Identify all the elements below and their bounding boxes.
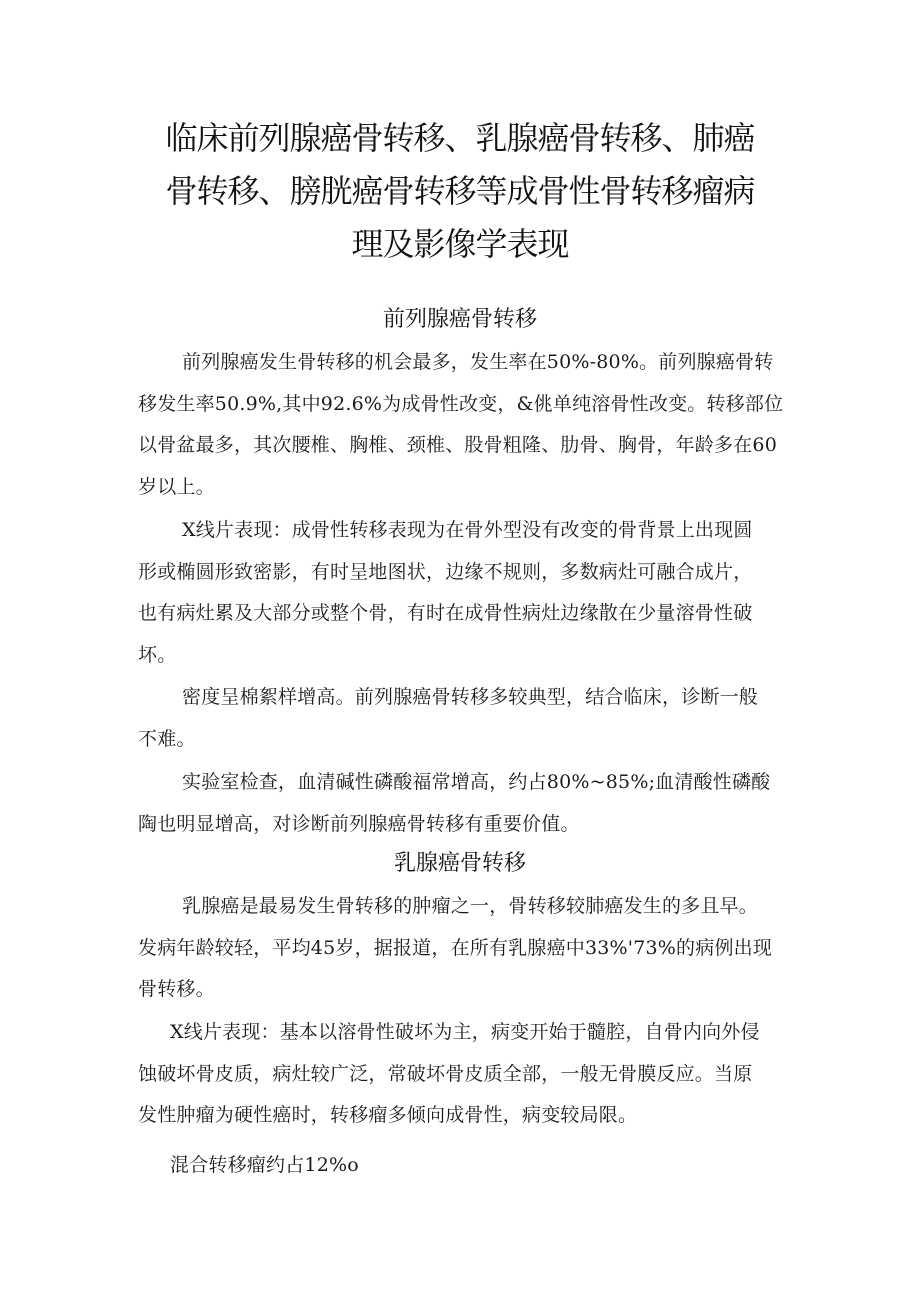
section-heading-prostate: 前列腺癌骨转移 [382, 307, 537, 332]
paragraph-line: 陶也明显增高，对诊断前列腺癌骨转移有重要价值。 [138, 812, 580, 835]
paragraph-breast-mixed [138, 1145, 784, 1187]
title-line: 临床前列腺癌骨转移、乳腺癌骨转移、肺癌 [165, 119, 755, 157]
paragraph-prostate-lab [138, 762, 784, 845]
paragraph-line: 骨转移。 [138, 978, 215, 1000]
paragraph-prostate-incidence [138, 342, 784, 508]
paragraph-prostate-xray [138, 510, 784, 676]
paragraph-line: 乳腺癌是最易发生骨转移的肿瘤之一，骨转移较肺癌发生的多且早。 [182, 895, 759, 917]
paragraph-prostate-density [138, 677, 784, 760]
paragraph-line: 实验室检查，血清碱性磷酸福常增高，约占80%~85%;血清酸性磷酸 [182, 771, 771, 793]
paragraph-line: 以骨盆最多，其次腰椎、胸椎、颈椎、股骨粗隆、肋骨、胸骨，年龄多在60 [138, 434, 777, 456]
paragraph-line: X线片表现：成骨性转移表现为在骨外型没有改变的骨背景上出现圆 [182, 519, 753, 541]
paragraph-line: 也有病灶累及大部分或整个骨，有时在成骨性病灶边缘散在少量溶骨性破 [138, 602, 753, 624]
paragraph-line: 坏。 [138, 643, 177, 666]
paragraph-breast-incidence [138, 886, 784, 1011]
title-line: 理及影像学表现 [351, 225, 569, 263]
paragraph-line: 前列腺癌发生骨转移的机会最多，发生率在50%-80%。前列腺癌骨转 [182, 351, 774, 373]
paragraph-line: 发病年龄较轻，平均45岁，据报道，在所有乳腺癌中33%'73%的病例出现 [138, 936, 773, 959]
paragraph-line: X线片表现：基本以溶骨性破坏为主，病变开始于髓腔，自骨内向外侵 [170, 1021, 760, 1043]
document-title [130, 112, 790, 271]
paragraph-line: 移发生率50.9%,其中92.6%为成骨性改变，&佻单纯溶骨性改变。转移部位 [138, 392, 784, 415]
paragraph-line: 不难。 [138, 727, 196, 750]
paragraph-line: 发性肿瘤为硬性癌时，转移瘤多倾向成骨性，病变较局限。 [138, 1104, 638, 1126]
paragraph-line: 混合转移瘤约占12%o [170, 1154, 359, 1176]
paragraph-line: 密度呈棉絮样增高。前列腺癌骨转移多较典型，结合临床，诊断一般 [182, 686, 759, 708]
paragraph-breast-xray [138, 1012, 784, 1137]
paragraph-line: 形或椭圆形致密影，有时呈地图状，边缘不规则，多数病灶可融合成片， [138, 560, 753, 583]
paragraph-line: 岁以上。 [138, 475, 215, 498]
title-line: 骨转移、膀胱癌骨转移等成骨性骨转移瘤病 [165, 172, 755, 210]
section-heading-breast: 乳腺癌骨转移 [393, 851, 526, 876]
paragraph-line: 蚀破坏骨皮质，病灶较广泛，常破坏骨皮质全部，一般无骨膜反应。当原 [138, 1062, 753, 1085]
